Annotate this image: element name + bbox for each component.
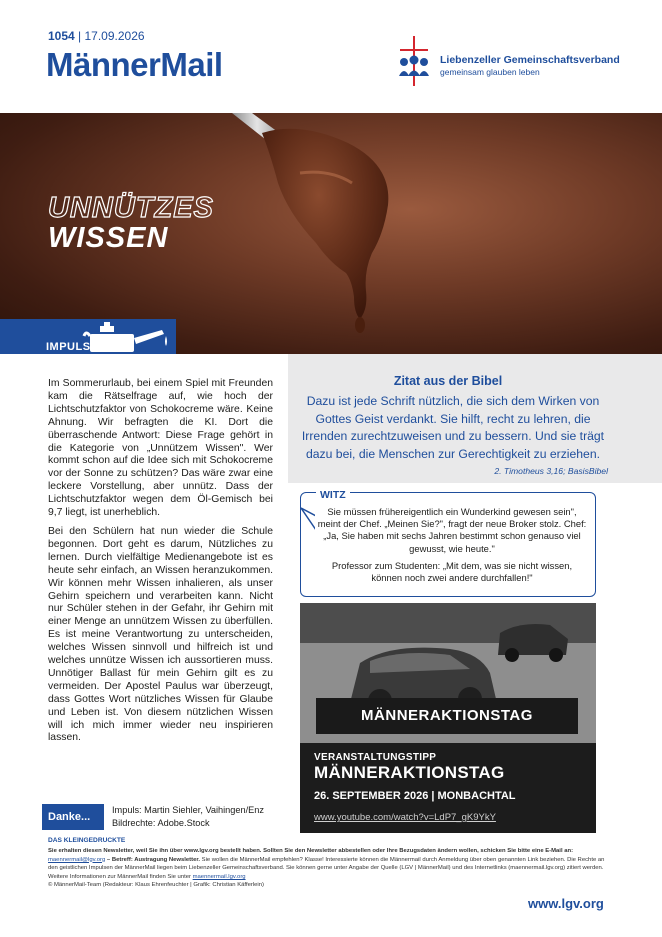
joke-line: Professor zum Studenten: „Mit dem, was sie nicht wissen, können noch zwei andere durchfallen!" — [331, 559, 573, 584]
danke-label: Danke... — [42, 804, 104, 830]
newsletter-header — [0, 0, 662, 113]
fineprint-more-info — [48, 873, 608, 882]
copyright: © MännerMail-Team (Redakteur: Klaus Ehrenfeuchter | Grafik: Christian Käfferlein) — [48, 882, 264, 889]
hero-image — [0, 113, 662, 354]
more-info-text: Weitere Informationen zur MännerMail finden Sie unter — [48, 873, 193, 880]
article-paragraph: Im Sommerurlaub, bei einem Spiel mit Freunden kam die Rätselfrage auf, wie hoch der Lichtschutzfaktor von Schokocreme wäre. Keine Ahnung. Wir befragten die KI. Dort die überraschende Antwort: Diese Frage gehört in die Kategorie von „Unnützem Wissen". Wer kommt schon auf die Idee sich mit Schokocreme vor der Sonne zu schützen? Das wäre zwar eine leckere Vorstellung, aber unnütz. Dass der Lichtschutzfaktor wegen dem Öl-Gemisch bei 9,7 liegt, ist unerheblich. — [48, 378, 273, 519]
issue-info — [48, 29, 145, 43]
issue-number: 1054 — [48, 29, 75, 43]
fineprint-paragraph — [48, 847, 608, 873]
article-body — [48, 378, 273, 751]
hero-title-line1: UNNÜTZES — [48, 192, 214, 224]
fineprint-subject-note: – Betreff: Austragung Newsletter. — [105, 856, 200, 863]
bible-quote-box — [288, 354, 662, 483]
quote-heading: Zitat aus der Bibel — [393, 374, 503, 388]
org-tagline: gemeinsam glauben leben — [440, 67, 540, 77]
issue-date: 17.09.2026 — [84, 29, 145, 43]
event-photo-banner: MÄNNERAKTIONSTAG — [316, 698, 578, 734]
credits — [112, 804, 264, 830]
fineprint-subscription-note: Sie erhalten diesen Newsletter, weil Sie ihn über www.lgv.org bestellt haben. Sollten Sie den Newsletter abbestellen oder Ihre Bezugsdaten ändern wollen, schicken Sie bitte eine E-Mail an: — [48, 848, 574, 854]
event-video-link[interactable]: www.youtube.com/watch?v=LdP7_gK9YkY — [314, 812, 496, 823]
oil-can-icon — [82, 322, 170, 354]
event-date-place: 26. SEPTEMBER 2026 | MONBACHTAL — [314, 790, 516, 802]
newsletter-title: MännerMail — [46, 46, 223, 83]
fineprint-heading: DAS KLEINGEDRUCKTE — [48, 837, 126, 844]
joke-text — [316, 506, 588, 589]
joke-label: WITZ — [316, 489, 350, 501]
event-name: MÄNNERAKTIONSTAG — [314, 763, 505, 782]
maennermail-link[interactable]: maennermail.lgv.org — [192, 873, 246, 880]
quote-source: 2. Timotheus 3,16; BasisBibel — [494, 466, 608, 476]
issue-separator: | — [74, 29, 85, 43]
hero-title — [48, 193, 214, 253]
email-link[interactable]: maennermail@lgv.org — [48, 856, 106, 863]
org-logo[interactable] — [394, 36, 624, 88]
fineprint-rights: Sie wollen die MännerMail empfehlen? Klasse! Interessierte können die Männermail durch Anmeldung über oben genannten Link beziehen. Die Rechte an den geistlichen Impulsen der MännerMail liegen beim Liebenzeller Gemeinschaftsverband. Sie können gerne unter Angabe der Quelle (LGV | MännerMail) und des Internetlinks (maennermail.lgv.org) zitiert werden. — [48, 856, 605, 872]
event-kicker: VERANSTALTUNGSTIPP — [314, 752, 437, 763]
lgv-logo-icon — [394, 36, 434, 88]
image-credit: Bildrechte: Adobe.Stock — [112, 818, 210, 828]
website-link[interactable]: www.lgv.org — [528, 896, 604, 911]
fineprint-text — [48, 847, 608, 890]
article-paragraph: Bei den Schülern hat nun wieder die Schule begonnen. Dort geht es darum, Nützliches zu lernen. Durch vielfältige Medienangebote ist es heute sehr einfach, an Wissen heranzukommen. Wir können mehr Wissen inhalieren, als unser Gehirn speichern und verarbeiten kann. Nicht nur Schüler stehen in der Gefahr, ihr Gehirn mit einer Menge an unnützem Wissen zu überfüllen. Es ist meine Verantwortung zu unterscheiden, welches Wissen sinnvoll und hilfreich ist und welches unnütze Wissen ich aussortieren muss. Unnötiger Ballast für mein Gehirn gilt es zu vermeiden. Der Apostel Paulus war überzeugt, dass Gottes Wort nützliches Wissen für Glaube und Leben ist. Von diesem nützlichen Wissen will ich mich immer wieder neu inspirieren lassen. — [48, 525, 273, 744]
quote-text: Dazu ist jede Schrift nützlich, die sich dem Wirken von Gottes Geist verdankt. Sie hilft, recht zu lehren, die Irrenden zurechtzuweisen und zu bessern. Und sie trägt dazu bei, die Menschen zur Gerechtigkeit zu erziehen. — [301, 394, 605, 461]
section-label: IMPULS — [46, 341, 91, 353]
hero-title-line2: WISSEN — [48, 222, 169, 254]
org-name: Liebenzeller Gemeinschaftsverband — [440, 54, 620, 66]
impuls-credit: Impuls: Martin Siehler, Vaihingen/Enz — [112, 805, 265, 815]
joke-line: Sie müssen frühereigentlich ein Wunderkind gewesen sein", meint der Chef. „Meinen Sie?", fragt der neue Broker stolz. Chef: „Ja, Sie haben mit sechs Jahren bestimmt schon genauso viel gewusst, wie heute." — [317, 506, 587, 554]
